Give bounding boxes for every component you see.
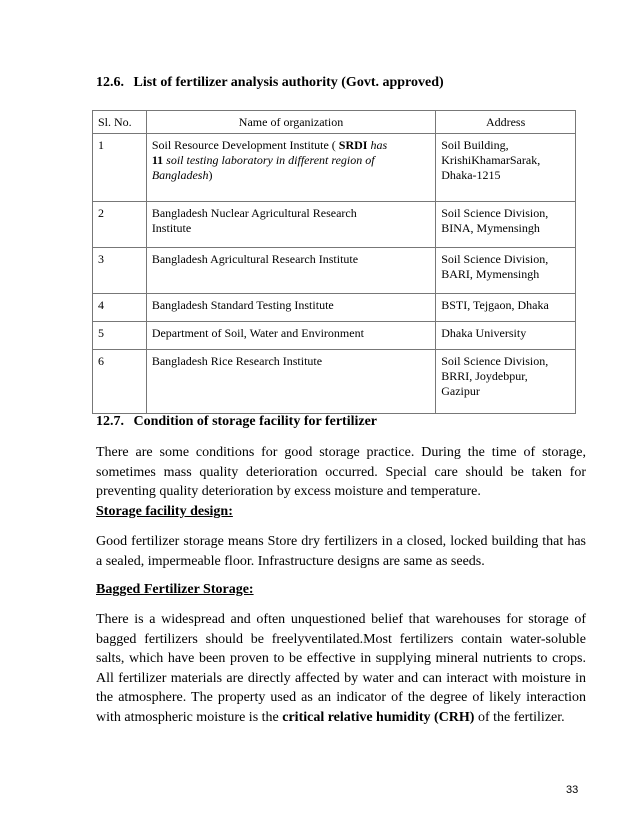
org-note: has [367, 138, 388, 152]
address-cell [436, 248, 576, 294]
paragraph-text: There is a widespread and often unquestioned belief that warehouses for storage of bagged fertilizers should be freelyventilated.Most fertilizers contain water-soluble salts, which have been proven to be effective in supplying mineral nutrients to crops. All fertilizer materials are directly affected by water and can interact with moisture in the atmosphere. The property used as an indicator of the degree of likely interaction with atmospheric moisture is the [96, 612, 586, 725]
section-title: Condition of storage facility for fertilizer [133, 414, 378, 429]
address-line: KrishiKhamarSarak, [441, 153, 541, 167]
paragraph-text: of the fertilizer. [474, 709, 565, 725]
organization-cell [146, 202, 435, 248]
section-number: 12.7. [96, 414, 124, 429]
address-line: Dhaka University [441, 326, 527, 340]
org-line: Bangladesh Agricultural Research Institute [151, 252, 359, 266]
org-line: Bangladesh Standard Testing Institute [151, 298, 334, 312]
address-cell [436, 294, 576, 322]
table-row [93, 248, 576, 294]
table-header-row [93, 111, 576, 134]
section-heading-12-7 [96, 413, 377, 431]
storage-design-heading: Storage facility design: [96, 504, 233, 519]
crh-term: critical relative humidity (CRH) [282, 709, 475, 725]
address-cell [436, 134, 576, 202]
address-line: Soil Building, [441, 138, 509, 152]
organization-cell [146, 350, 435, 414]
section-number: 12.6. [96, 75, 124, 90]
page-number: 33 [566, 784, 579, 796]
org-abbr: SRDI [338, 138, 368, 152]
section-heading-12-6 [96, 74, 444, 92]
table-row [93, 202, 576, 248]
org-line: Department of Soil, Water and Environment [151, 326, 364, 340]
address-cell [436, 202, 576, 248]
org-note: soil testing laboratory in different region of [163, 153, 375, 167]
address-line: Dhaka-1215 [441, 168, 501, 182]
fertilizer-authority-table [92, 110, 576, 414]
address-line: Soil Science Division, [441, 206, 549, 220]
column-header: Sl. No. [93, 111, 147, 134]
organization-cell [146, 322, 435, 350]
organization-cell [146, 134, 435, 202]
column-header: Address [436, 111, 576, 134]
org-line: Bangladesh Nuclear Agricultural Research [151, 206, 357, 220]
org-line: Institute [151, 221, 192, 235]
table-row [93, 322, 576, 350]
organization-cell [146, 294, 435, 322]
address-line: BINA, Mymensingh [441, 221, 540, 235]
address-line: Soil Science Division, [441, 252, 549, 266]
sl-cell: 2 [93, 202, 147, 248]
sl-cell: 3 [93, 248, 147, 294]
address-line: Gazipur [441, 384, 480, 398]
sl-cell: 4 [93, 294, 147, 322]
org-text: Soil Resource Development Institute ( [151, 138, 339, 152]
section-title: List of fertilizer analysis authority (Govt. approved) [133, 75, 444, 90]
address-line: BARI, Mymensingh [441, 267, 540, 281]
org-line: Bangladesh Rice Research Institute [151, 354, 323, 368]
intro-paragraph: There are some conditions for good storage practice. During the time of storage, sometimes mass quality deterioration occurred. Special care should be taken for preventing quality deterioration by excess moisture and temperature. [96, 445, 586, 499]
address-line: Soil Science Division, [441, 354, 549, 368]
address-line: BSTI, Tejgaon, Dhaka [441, 298, 549, 312]
org-count: 11 [151, 153, 164, 167]
address-line: BRRI, Joydebpur, [441, 369, 528, 383]
sl-cell: 1 [93, 134, 147, 202]
table-row [93, 350, 576, 414]
column-header: Name of organization [146, 111, 435, 134]
org-note: Bangladesh [151, 168, 209, 182]
table-row [93, 134, 576, 202]
bagged-storage-paragraph [96, 610, 586, 727]
address-cell [436, 322, 576, 350]
org-text: ) [208, 168, 213, 182]
bagged-storage-heading: Bagged Fertilizer Storage: [96, 582, 254, 597]
table-row [93, 294, 576, 322]
storage-design-paragraph: Good fertilizer storage means Store dry fertilizers in a closed, locked building that has a sealed, impermeable floor. Infrastructure designs are same as seeds. [96, 534, 586, 569]
organization-cell [146, 248, 435, 294]
sl-cell: 6 [93, 350, 147, 414]
address-cell [436, 350, 576, 414]
sl-cell: 5 [93, 322, 147, 350]
